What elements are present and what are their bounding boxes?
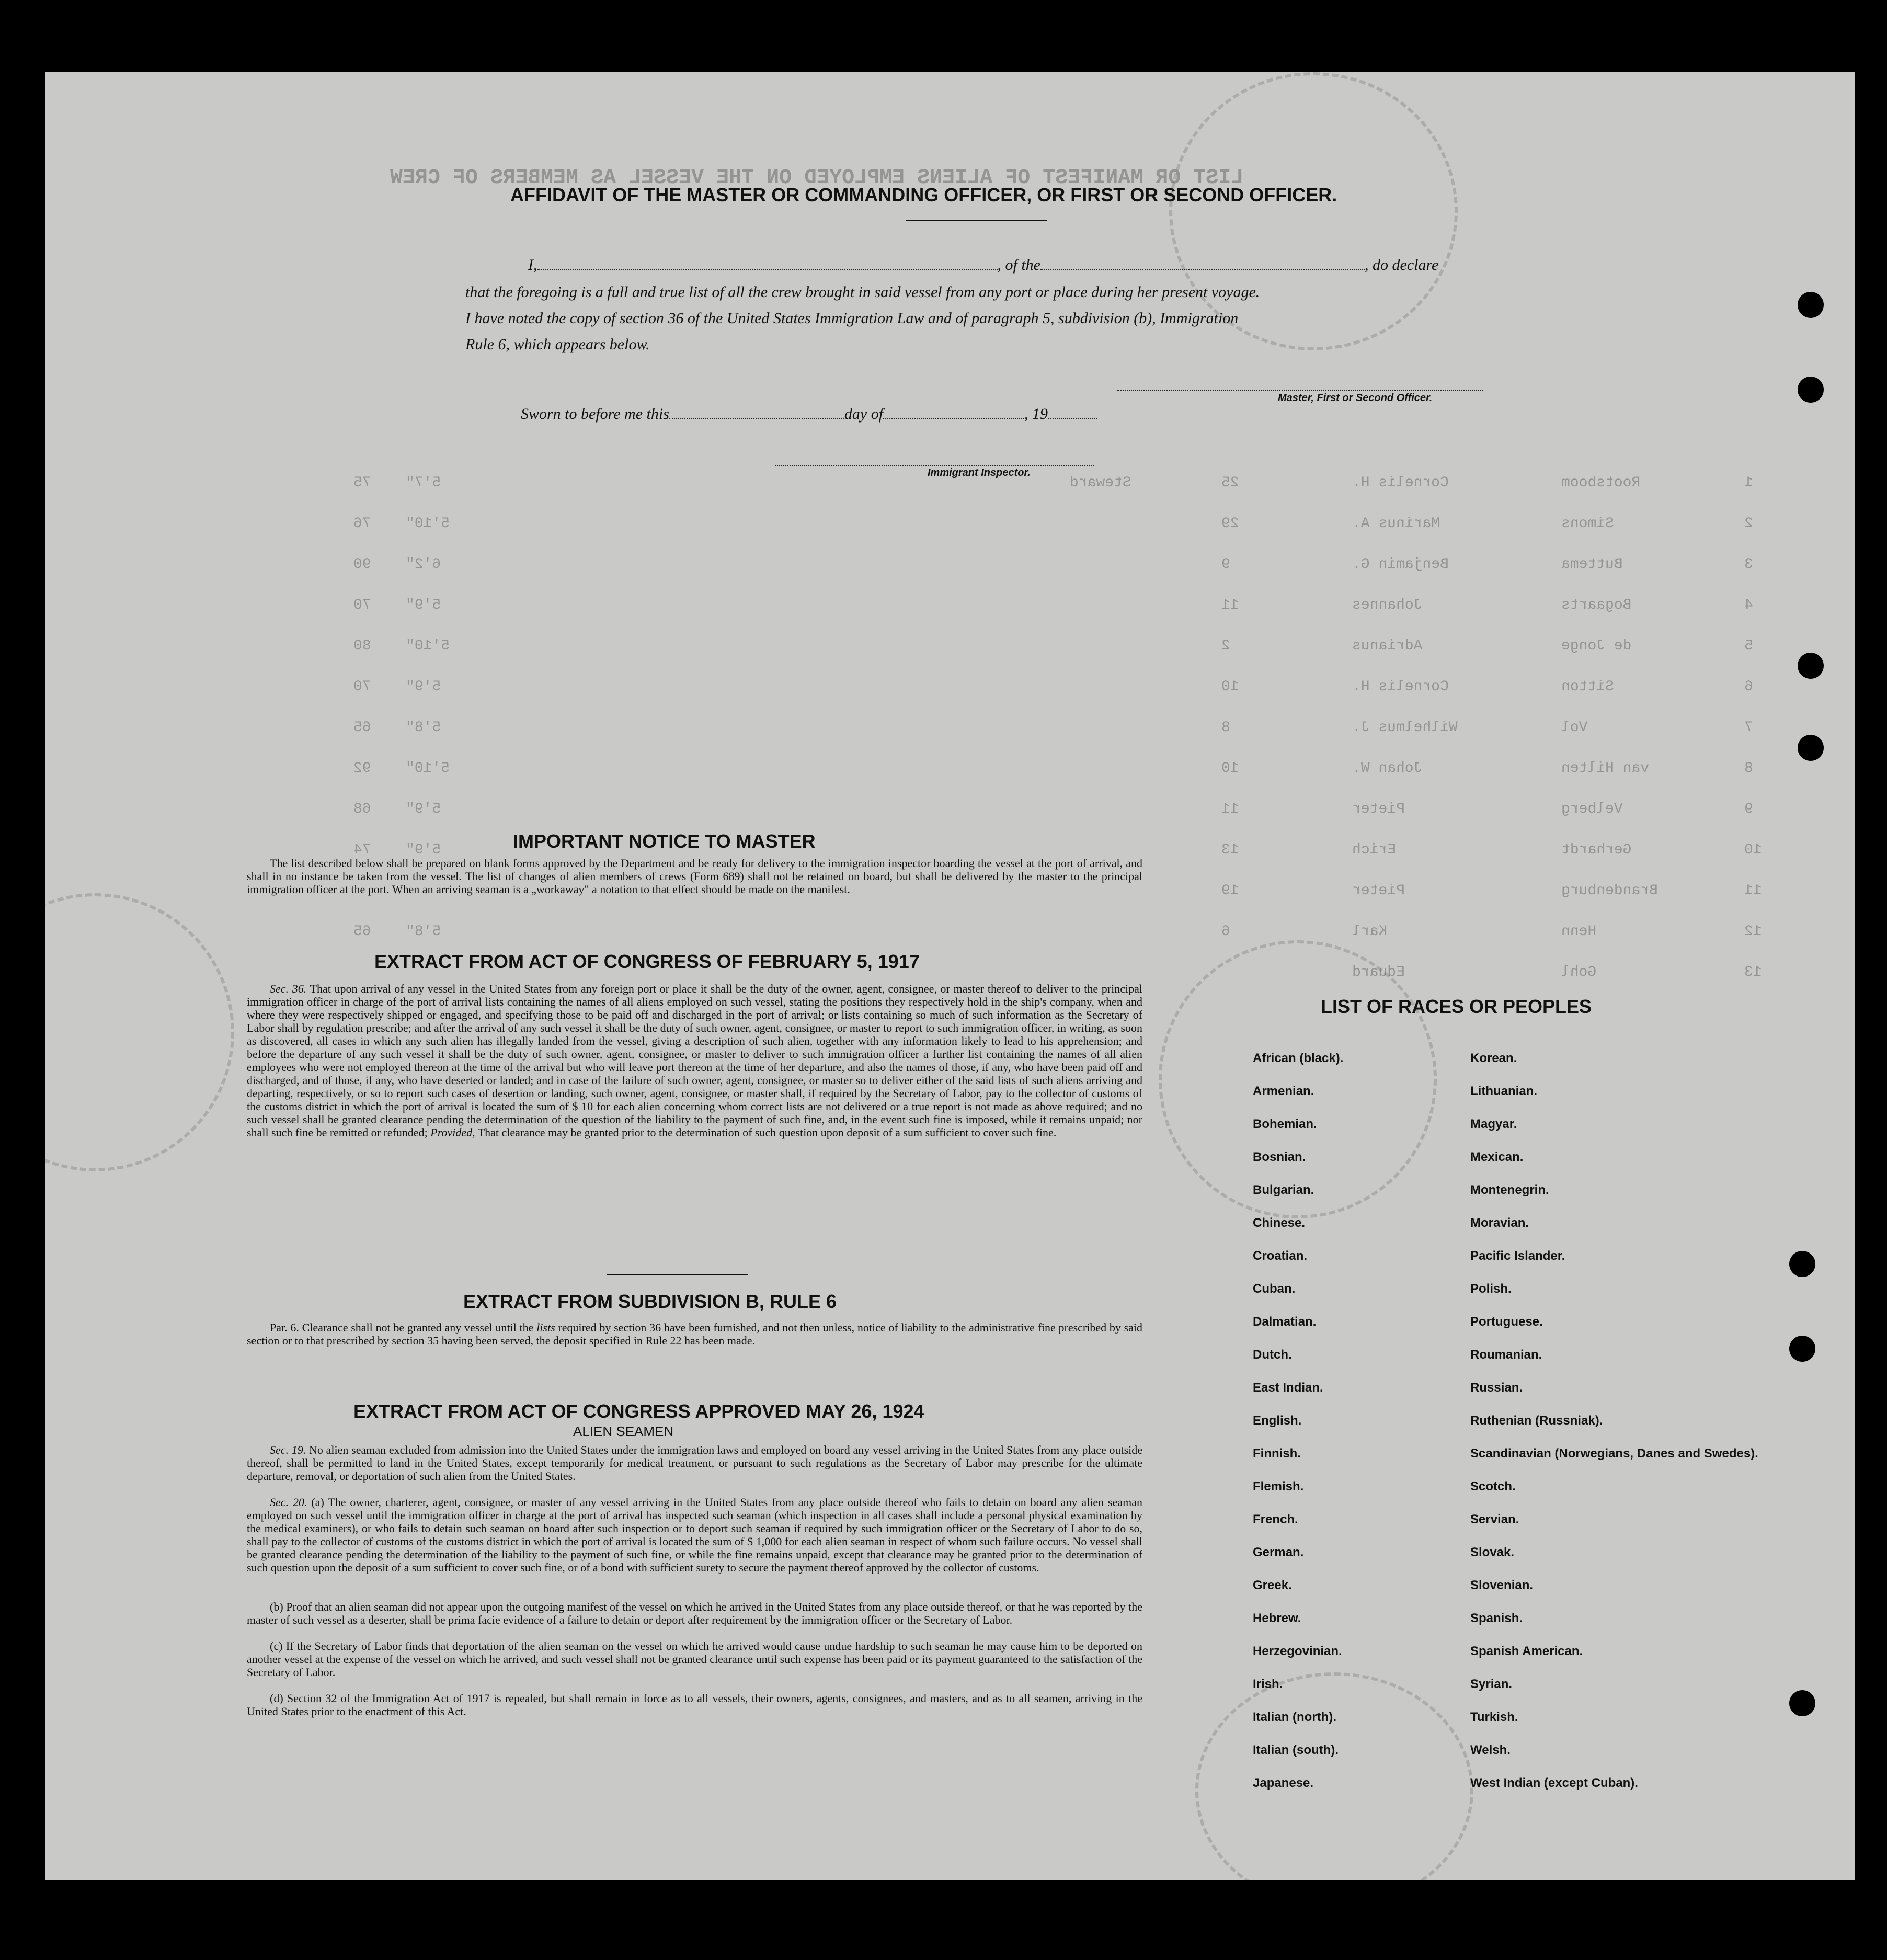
race-right-item: Lithuanian. [1470, 1084, 1537, 1098]
affidavit-of-the-label: , of the [997, 256, 1040, 274]
race-right-item: Spanish American. [1470, 1644, 1583, 1658]
sec-20a-text: (a) The owner, charterer, agent, consignee, or master of any vessel arriving in the United States from any place outside thereof who fails to detain on board any alien seaman employed on such vessel until the immigration officer in charge at the port of arrival has inspected such seaman (which inspection in all cases shall include a personal physical examination by the medical examiners), or who fails to detain such seaman on board after such inspection or to deport such seaman if required by such immigration officer or the Secretary of Labor to do so, shall pay to the collector of customs of the customs district in which the port of arrival is located the sum of $ 1,000 for each alien seaman in respect of whom such failure occurs. No vessel shall be granted clearance pending the determination of the liability to the payment of such fine, or while the fine remains unpaid, except that clearance may be granted prior to the determination of such question upon the deposit of a sum sufficient to cover such fine, or of a bond with sufficient surety to secure the payment thereof approved by the collector of customs. [247, 1496, 1143, 1574]
race-left-item: English. [1253, 1414, 1302, 1428]
bleed-through-num: 10 [1744, 842, 1762, 858]
bleed-through-num: 9 [1744, 801, 1753, 817]
affidavit-title-rule [906, 220, 1047, 221]
bleed-through-height: 5'10" [406, 516, 450, 532]
bleed-through-row [45, 597, 1855, 618]
bleed-through-num: 7 [1744, 720, 1753, 736]
bleed-through-surname: Henn [1561, 924, 1597, 940]
bleed-through-height: 6'2" [406, 556, 441, 573]
rule6-text-a: Par. 6. Clearance shall not be granted any vessel until the [270, 1321, 534, 1334]
race-right-item: Ruthenian (Russniak). [1470, 1414, 1603, 1428]
race-right-item: Portuguese. [1470, 1315, 1543, 1329]
race-right-item: Korean. [1470, 1051, 1517, 1065]
bleed-through-age: 2 [1221, 638, 1230, 654]
bleed-through-num: 11 [1744, 883, 1762, 899]
bleed-through-row [45, 760, 1855, 781]
inspector-caption: Immigrant Inspector. [928, 467, 1031, 478]
bleed-through-given: Cornelis H. [1352, 475, 1449, 491]
bleed-through-height: 5'7" [406, 475, 441, 491]
year-label: , 19 [1024, 405, 1048, 423]
bleed-through-height: 5'10" [406, 638, 450, 654]
race-right-item: Spanish. [1470, 1611, 1523, 1625]
rule6-text [247, 1321, 1142, 1347]
bleed-through-height: 5'9" [406, 801, 441, 817]
extract-1924-sec20b: (b) Proof that an alien seaman did not appear upon the outgoing manifest of the vessel on which he arrived in the United States from any place outside thereof, or that he was reported by the master of such vessel as a deserter, shall be prima facie evidence of a failure to detain or deport after requirement by the immigration officer or the Secretary of Labor. [247, 1600, 1142, 1626]
bleed-through-given: Marinus A. [1352, 516, 1440, 532]
bleed-through-given: Cornelis H. [1352, 679, 1449, 695]
sworn-label: Sworn to before me this [521, 405, 669, 423]
bleed-through-height: 5'9" [406, 679, 441, 695]
bleed-through-num: 13 [1744, 964, 1762, 981]
race-right-item: Syrian. [1470, 1677, 1513, 1691]
race-left-item: Bosnian. [1253, 1150, 1306, 1164]
bleed-through-num: 4 [1744, 597, 1753, 613]
bleed-through-title: LIST OR MANIFEST OF ALIENS EMPLOYED ON THE VESSEL AS MEMBERS OF CREW [390, 166, 1244, 190]
affidavit-i-label: I, [528, 256, 537, 274]
extract-1924-sec19 [247, 1443, 1142, 1483]
affidavit-title: AFFIDAVIT OF THE MASTER OR COMMANDING OFFICER, OR FIRST OR SECOND OFFICER. [510, 184, 1337, 206]
bleed-through-weight: 70 [353, 679, 371, 695]
sworn-line [521, 404, 1097, 423]
race-left-item: Bohemian. [1253, 1117, 1317, 1131]
bleed-through-age: 10 [1221, 760, 1239, 777]
punch-hole [1798, 377, 1824, 403]
race-left-item: Dalmatian. [1253, 1315, 1317, 1329]
bleed-through-surname: van Hilten [1561, 760, 1650, 777]
race-left-item: Herzegovinian. [1253, 1644, 1342, 1658]
bleed-through-given: Benjamin G. [1352, 556, 1449, 573]
bleed-through-age: 25 [1221, 475, 1239, 491]
bleed-through-weight: 92 [353, 760, 371, 777]
race-left-item: French. [1253, 1512, 1298, 1526]
race-left-item: Hebrew. [1253, 1611, 1301, 1625]
bleed-through-row [45, 801, 1855, 822]
bleed-through-age: 11 [1221, 801, 1239, 817]
race-right-item: West Indian (except Cuban). [1470, 1776, 1638, 1790]
bleed-through-surname: Gohl [1561, 964, 1597, 981]
bleed-through-weight: 65 [353, 720, 371, 736]
race-left-item: Italian (south). [1253, 1743, 1339, 1757]
race-right-item: Slovak. [1470, 1545, 1515, 1559]
race-right-item: Scotch. [1470, 1479, 1516, 1494]
bleed-through-height: 5'8" [406, 924, 441, 940]
race-right-item: Moravian. [1470, 1216, 1529, 1230]
affidavit-declare-label: , do declare [1365, 256, 1439, 274]
bleed-through-surname: Buttema [1561, 556, 1623, 573]
race-right-item: Magyar. [1470, 1117, 1517, 1131]
race-left-item: Finnish. [1253, 1446, 1301, 1461]
bleed-through-height: 5'9" [406, 597, 441, 613]
punch-hole [1789, 1336, 1815, 1362]
bleed-through-given: Karl [1352, 924, 1388, 940]
bleed-through-row [45, 556, 1855, 577]
bleed-through-age: 10 [1221, 679, 1239, 695]
bleed-through-age: 8 [1221, 720, 1230, 736]
affidavit-line-4: Rule 6, which appears below. [465, 336, 650, 353]
bleed-through-given: Johannes [1352, 597, 1423, 613]
race-left-item: Irish. [1253, 1677, 1283, 1691]
bleed-through-given: Pieter [1352, 801, 1405, 817]
bleed-through-surname: Brandenburg [1561, 883, 1658, 899]
race-left-item: Greek. [1253, 1578, 1292, 1592]
master-name-field[interactable] [537, 255, 998, 270]
sec-36-proviso: That clearance may be granted prior to the determination of such question upon deposit of a sum sufficient to cover such fine. [477, 1126, 1057, 1139]
bleed-through-given: Wilhelmus J. [1352, 720, 1458, 736]
notice-title: IMPORTANT NOTICE TO MASTER [513, 830, 816, 852]
extract-1917-rule [607, 1274, 748, 1275]
sec-36-label: Sec. 36. [270, 982, 307, 995]
bleed-through-age: 29 [1221, 516, 1239, 532]
extract-1924-sec20a [247, 1496, 1142, 1574]
race-left-item: Japanese. [1253, 1776, 1314, 1790]
bleed-through-weight: 70 [353, 597, 371, 613]
extract-1917-text [247, 982, 1142, 1139]
bleed-through-surname: Bogaarts [1561, 597, 1632, 613]
bleed-through-weight: 90 [353, 556, 371, 573]
rule6-text-b: required by section 36 have been furnished, and not then unless, notice of liability to the administrative fine prescribed by said section or to that prescribed by section 35 having been served, the deposit specified in Rule 22 has been made. [247, 1321, 1143, 1347]
bleed-through-stamp [1169, 72, 1458, 350]
bleed-through-height: 5'9" [406, 842, 441, 858]
race-right-item: Pacific Islander. [1470, 1249, 1565, 1263]
notice-text: The list described below shall be prepared on blank forms approved by the Department and be ready for delivery to the immigration inspector boarding the vessel at the port of arrival, and shall in no instance be taken from the vessel. The list of changes of alien members of crews (Form 689) shall not be retained on board, but shall be delivered by the master to the principal immigration officer at the port. When an arriving seaman is a „workaway" a notation to that effect should be made on the manifest. [247, 857, 1142, 896]
bleed-through-row [45, 924, 1855, 944]
race-right-item: Polish. [1470, 1282, 1512, 1296]
race-right-item: Servian. [1470, 1512, 1519, 1526]
bleed-through-weight: 80 [353, 638, 371, 654]
master-signature-caption: Master, First or Second Officer. [1278, 392, 1433, 404]
bleed-through-weight: 75 [353, 475, 371, 491]
race-right-item: Montenegrin. [1470, 1183, 1549, 1197]
bleed-through-age: 11 [1221, 597, 1239, 613]
bleed-through-weight: 65 [353, 924, 371, 940]
sec-19-label: Sec. 19. [270, 1443, 306, 1456]
bleed-through-given: Erich [1352, 842, 1397, 858]
punch-hole [1798, 292, 1824, 318]
bleed-through-given: Adrianus [1352, 638, 1423, 654]
race-left-item: Chinese. [1253, 1216, 1306, 1230]
bleed-through-age: 9 [1221, 556, 1230, 573]
bleed-through-num: 3 [1744, 556, 1753, 573]
bleed-through-num: 12 [1744, 924, 1762, 940]
race-right-item: Slovenian. [1470, 1578, 1534, 1592]
document-sheet [45, 72, 1855, 1880]
sworn-year-field[interactable] [1048, 404, 1097, 419]
bleed-through-row [45, 679, 1855, 700]
extract-1924-title: EXTRACT FROM ACT OF CONGRESS APPROVED MAY 26, 1924 [353, 1400, 924, 1422]
race-left-item: Armenian. [1253, 1084, 1314, 1098]
bleed-through-num: 6 [1744, 679, 1753, 695]
bleed-through-surname: Sitton [1561, 679, 1614, 695]
sec-20-label: Sec. 20. [270, 1496, 307, 1509]
day-of-label: day of [844, 405, 884, 423]
lists-word: lists [536, 1321, 555, 1334]
sworn-month-field[interactable] [883, 404, 1024, 419]
race-left-item: African (black). [1253, 1051, 1344, 1065]
vessel-name-field[interactable] [1040, 255, 1365, 270]
race-right-item: Welsh. [1470, 1743, 1511, 1757]
sec-19-text: No alien seaman excluded from admission into the United States under the immigration laws and employed on board any vessel arriving in the United States from any place outside thereof, shall be permitted to land in the United States, except temporarily for medical treatment, or pursuant to such regulations as the Secretary of Labor may prescribe for the ultimate departure, removal, or deportation of such alien from the United States. [247, 1443, 1143, 1483]
race-left-item: German. [1253, 1545, 1304, 1559]
races-left-column [1253, 1051, 1343, 1809]
bleed-through-weight: 68 [353, 801, 371, 817]
bleed-through-age: 6 [1221, 924, 1230, 940]
bleed-through-rank: Steward [1070, 475, 1131, 491]
race-left-item: Bulgarian. [1253, 1183, 1314, 1197]
rule6-title: EXTRACT FROM SUBDIVISION B, RULE 6 [463, 1291, 837, 1312]
affidavit-line-2: that the foregoing is a full and true list of all the crew brought in said vessel from any port or place during her present voyage. [465, 283, 1260, 301]
race-right-item: Mexican. [1470, 1150, 1524, 1164]
bleed-through-num: 5 [1744, 638, 1753, 654]
bleed-through-row [45, 516, 1855, 537]
punch-hole [1798, 653, 1824, 679]
affidavit-declare-line [528, 255, 1438, 274]
race-left-item: Dutch. [1253, 1348, 1292, 1362]
bleed-through-given: Johan W. [1352, 760, 1423, 777]
bleed-through-num: 1 [1744, 475, 1753, 491]
punch-hole [1798, 735, 1824, 761]
extract-1924-subtitle: ALIEN SEAMEN [573, 1423, 674, 1439]
race-left-item: Flemish. [1253, 1479, 1304, 1494]
provided-label: Provided, [430, 1126, 475, 1139]
race-right-item: Roumanian. [1470, 1348, 1542, 1362]
bleed-through-age: 13 [1221, 842, 1239, 858]
bleed-through-row [45, 638, 1855, 659]
bleed-through-surname: Velberg [1561, 801, 1623, 817]
race-left-item: Italian (north). [1253, 1710, 1336, 1724]
punch-hole [1789, 1251, 1815, 1277]
inspector-signature-field[interactable] [775, 452, 1094, 466]
bleed-through-surname: Vol [1561, 720, 1588, 736]
bleed-through-given: Pieter [1352, 883, 1405, 899]
punch-hole [1789, 1690, 1815, 1716]
sworn-day-field[interactable] [669, 404, 844, 419]
race-right-item: Turkish. [1470, 1710, 1518, 1724]
sec-36-text: That upon arrival of any vessel in the United States from any foreign port or place it shall be the duty of the owner, agent, consignee, or master thereof to deliver to the principal immigration officer in charge of the port of arrival lists containing the names of all aliens employed on such vessel, stating the positions they respectively hold in the ship's company, when and where they were respectively shipped or engaged, and specifying those to be paid off and discharged in the port of arrival; or lists containing so much of such information as the Secretary of Labor shall by regulation prescribe; and after the arrival of any such vessel it shall be the duty of such owner, agent, consignee, or master to report to such immigration officer, in writing, as soon as discovered, all cases in which any such alien has illegally landed from the vessel, giving a description of such alien, together with any information likely to lead to his apprehension; and before the departure of any such vessel it shall be the duty of such owner, agent, consignee, or master to deliver to such immigration officer a further list containing the names of all alien employees who were not employed thereon at the time of the arrival but who will leave port thereon at the time of her departure, and also the names of those, if any, who have been paid off and discharged, and of those, if any, who have deserted or landed; and in case of the failure of such owner, agent, consignee, or master so to deliver either of the said lists of such aliens arriving and departing, respectively, or so to report such cases of desertion or landing, such owner, agent, consignee, or master shall, if required by the Secretary of Labor, pay to the collector of customs of the customs district in which the port of arrival is located the sum of $ 10 for each alien concerning whom correct lists are not delivered or a true report is not made as above required; and no such vessel shall be granted clearance pending the determination of the question of the liability to the payment of such fine, and, in the event such fine is imposed, while it remains unpaid; nor shall such fine be remitted or refunded; [247, 982, 1142, 1139]
bleed-through-num: 2 [1744, 516, 1753, 532]
extract-1917-title: EXTRACT FROM ACT OF CONGRESS OF FEBRUARY 5, 1917 [374, 951, 920, 972]
bleed-through-surname: Gerhardt [1561, 842, 1632, 858]
extract-1924-sec20d: (d) Section 32 of the Immigration Act of 1917 is repealed, but shall remain in force as to all vessels, their owners, agents, consignees, and masters, and as to all seamen, arriving in the United States prior to the enactment of this Act. [247, 1692, 1142, 1718]
bleed-through-stamp [45, 893, 234, 1171]
bleed-through-weight: 74 [353, 842, 371, 858]
bleed-through-height: 5'10" [406, 760, 450, 777]
extract-1924-sec20c: (c) If the Secretary of Labor finds that deportation of the alien seaman on the vessel on which he arrived would cause undue hardship to such seaman he may cause him to be deported on another vessel at the expense of the vessel on which he arrived, and such vessel shall not be granted clearance until such expense has been paid or its payment guaranteed to the satisfaction of the Secretary of Labor. [247, 1639, 1142, 1679]
bleed-through-height: 5'8" [406, 720, 441, 736]
race-left-item: East Indian. [1253, 1381, 1323, 1395]
races-right-column [1470, 1051, 1758, 1809]
bleed-through-num: 8 [1744, 760, 1753, 777]
bleed-through-given: Eduard [1352, 964, 1405, 981]
bleed-through-surname: Rootsboom [1561, 475, 1641, 491]
bleed-through-row [45, 720, 1855, 740]
race-right-item: Scandinavian (Norwegians, Danes and Swedes). [1470, 1446, 1758, 1461]
races-title: LIST OF RACES OR PEOPLES [1321, 996, 1592, 1017]
affidavit-line-3: I have noted the copy of section 36 of the United States Immigration Law and of paragraph 5, subdivision (b), Immigration [465, 310, 1239, 327]
master-signature-field[interactable] [1117, 377, 1483, 391]
bleed-through-weight: 76 [353, 516, 371, 532]
race-left-item: Cuban. [1253, 1282, 1296, 1296]
bleed-through-surname: Simons [1561, 516, 1614, 532]
race-right-item: Russian. [1470, 1381, 1523, 1395]
bleed-through-surname: de Jonge [1561, 638, 1632, 654]
bleed-through-age: 19 [1221, 883, 1239, 899]
race-left-item: Croatian. [1253, 1249, 1308, 1263]
